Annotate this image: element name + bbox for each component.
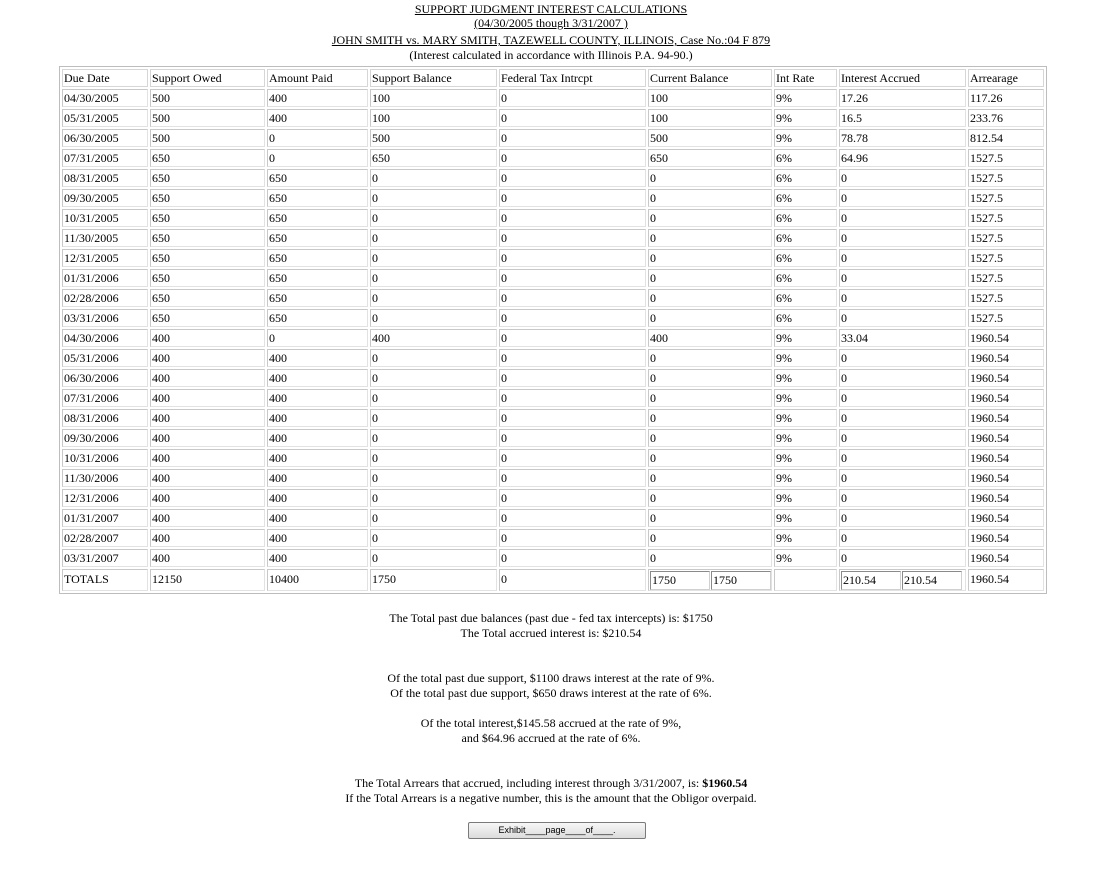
cell-amount-paid: 0 xyxy=(267,129,368,147)
cell-interest-accrued: 0 xyxy=(839,249,966,267)
cell-interest-accrued: 0 xyxy=(839,489,966,507)
cell-federal-tax-intercept: 0 xyxy=(499,549,646,567)
cell-due-date: 07/31/2005 xyxy=(62,149,148,167)
cell-current-balance: 0 xyxy=(648,349,772,367)
cell-federal-tax-intercept: 0 xyxy=(499,409,646,427)
cell-support-balance: 0 xyxy=(370,549,497,567)
cell-amount-paid: 650 xyxy=(267,209,368,227)
table-row xyxy=(62,129,1044,147)
cell-support-owed: 400 xyxy=(150,469,265,487)
cell-support-balance: 0 xyxy=(370,269,497,287)
cell-support-balance: 0 xyxy=(370,189,497,207)
cell-current-balance: 0 xyxy=(648,229,772,247)
table-row xyxy=(62,109,1044,127)
cell-federal-tax-intercept: 0 xyxy=(499,309,646,327)
cell-federal-tax-intercept: 0 xyxy=(499,109,646,127)
cell-due-date: 02/28/2007 xyxy=(62,529,148,547)
cell-amount-paid: 400 xyxy=(267,529,368,547)
cell-federal-tax-intercept: 0 xyxy=(499,209,646,227)
table-row xyxy=(62,409,1044,427)
cell-support-owed: 650 xyxy=(150,169,265,187)
cell-federal-tax-intercept: 0 xyxy=(499,489,646,507)
cell-int-rate: 9% xyxy=(774,369,837,387)
cell-int-rate: 9% xyxy=(774,349,837,367)
cell-amount-paid: 650 xyxy=(267,169,368,187)
cell-support-owed: 400 xyxy=(150,549,265,567)
total-current-balance xyxy=(648,569,772,591)
cell-arrearage: 1960.54 xyxy=(968,389,1044,407)
cell-support-owed: 400 xyxy=(150,329,265,347)
table-row xyxy=(62,549,1044,567)
table-row xyxy=(62,349,1044,367)
cell-int-rate: 9% xyxy=(774,129,837,147)
cell-support-balance: 0 xyxy=(370,529,497,547)
cell-support-owed: 650 xyxy=(150,309,265,327)
table-row xyxy=(62,209,1044,227)
interest-field-a[interactable]: 210.54 xyxy=(841,571,901,590)
cell-support-balance: 0 xyxy=(370,289,497,307)
cell-interest-accrued: 78.78 xyxy=(839,129,966,147)
cell-arrearage: 1960.54 xyxy=(968,369,1044,387)
table-row xyxy=(62,269,1044,287)
cell-due-date: 12/31/2005 xyxy=(62,249,148,267)
cell-amount-paid: 400 xyxy=(267,489,368,507)
col-header-support-owed: Support Owed xyxy=(150,69,265,87)
summary-past-due: The Total past due balances (past due - fed tax intercepts) is: $1750 xyxy=(389,611,713,625)
cell-support-balance: 0 xyxy=(370,449,497,467)
cell-amount-paid: 400 xyxy=(267,549,368,567)
summary-overpaid-note: If the Total Arrears is a negative number, this is the amount that the Obligor overpaid. xyxy=(345,791,757,805)
cell-current-balance: 0 xyxy=(648,249,772,267)
cell-arrearage: 1960.54 xyxy=(968,409,1044,427)
cell-support-balance: 0 xyxy=(370,249,497,267)
cell-int-rate: 9% xyxy=(774,409,837,427)
table-row xyxy=(62,189,1044,207)
cell-int-rate: 9% xyxy=(774,489,837,507)
cell-amount-paid: 0 xyxy=(267,149,368,167)
cell-due-date: 11/30/2005 xyxy=(62,229,148,247)
cell-support-balance: 0 xyxy=(370,229,497,247)
cell-support-owed: 650 xyxy=(150,229,265,247)
cell-int-rate: 9% xyxy=(774,329,837,347)
cell-current-balance: 0 xyxy=(648,449,772,467)
cell-support-owed: 400 xyxy=(150,409,265,427)
cell-int-rate: 9% xyxy=(774,389,837,407)
cell-support-balance: 400 xyxy=(370,329,497,347)
cell-support-owed: 400 xyxy=(150,429,265,447)
case-caption: JOHN SMITH vs. MARY SMITH, TAZEWELL COUNTY, ILLINOIS, Case No.:04 F 879 xyxy=(331,33,771,47)
cell-arrearage: 1527.5 xyxy=(968,289,1044,307)
total-support-balance: 1750 xyxy=(370,569,497,591)
table-row xyxy=(62,389,1044,407)
cell-interest-accrued: 0 xyxy=(839,509,966,527)
cell-arrearage: 117.26 xyxy=(968,89,1044,107)
cell-support-balance: 0 xyxy=(370,349,497,367)
cell-interest-accrued: 17.26 xyxy=(839,89,966,107)
table-row xyxy=(62,469,1044,487)
total-arrearage: 1960.54 xyxy=(968,569,1044,591)
totals-label: TOTALS xyxy=(62,569,148,591)
cell-int-rate: 6% xyxy=(774,249,837,267)
cell-interest-accrued: 0 xyxy=(839,449,966,467)
cell-int-rate: 6% xyxy=(774,309,837,327)
cell-int-rate: 6% xyxy=(774,209,837,227)
summary-support-6pct: Of the total past due support, $650 draws interest at the rate of 6%. xyxy=(390,686,712,700)
col-header-support-balance: Support Balance xyxy=(370,69,497,87)
cell-arrearage: 1527.5 xyxy=(968,169,1044,187)
cell-support-owed: 400 xyxy=(150,369,265,387)
total-amount-paid: 10400 xyxy=(267,569,368,591)
cell-interest-accrued: 0 xyxy=(839,429,966,447)
cell-federal-tax-intercept: 0 xyxy=(499,289,646,307)
cell-amount-paid: 400 xyxy=(267,369,368,387)
cell-interest-accrued: 0 xyxy=(839,409,966,427)
cell-interest-accrued: 0 xyxy=(839,229,966,247)
cell-int-rate: 9% xyxy=(774,89,837,107)
total-interest-accrued xyxy=(839,569,966,591)
cell-support-balance: 500 xyxy=(370,129,497,147)
cell-int-rate: 6% xyxy=(774,149,837,167)
cell-interest-accrued: 0 xyxy=(839,369,966,387)
cell-int-rate: 6% xyxy=(774,229,837,247)
total-federal-tax: 0 xyxy=(499,569,646,591)
cell-amount-paid: 400 xyxy=(267,469,368,487)
cell-current-balance: 100 xyxy=(648,109,772,127)
table-row xyxy=(62,329,1044,347)
cell-amount-paid: 400 xyxy=(267,409,368,427)
cell-due-date: 04/30/2006 xyxy=(62,329,148,347)
cell-current-balance: 0 xyxy=(648,169,772,187)
cell-support-balance: 0 xyxy=(370,389,497,407)
cell-due-date: 08/31/2005 xyxy=(62,169,148,187)
cell-support-owed: 500 xyxy=(150,109,265,127)
cell-support-owed: 400 xyxy=(150,449,265,467)
cell-current-balance: 0 xyxy=(648,289,772,307)
cell-int-rate: 9% xyxy=(774,469,837,487)
cell-interest-accrued: 0 xyxy=(839,549,966,567)
cell-support-balance: 0 xyxy=(370,309,497,327)
cell-federal-tax-intercept: 0 xyxy=(499,469,646,487)
cell-support-owed: 650 xyxy=(150,249,265,267)
col-header-amount-paid: Amount Paid xyxy=(267,69,368,87)
cell-support-owed: 400 xyxy=(150,349,265,367)
table-header-row xyxy=(62,69,1044,87)
cell-due-date: 10/31/2005 xyxy=(62,209,148,227)
table-row xyxy=(62,169,1044,187)
cell-int-rate: 9% xyxy=(774,529,837,547)
cell-due-date: 05/31/2005 xyxy=(62,109,148,127)
cell-current-balance: 0 xyxy=(648,509,772,527)
cell-interest-accrued: 64.96 xyxy=(839,149,966,167)
cell-due-date: 02/28/2006 xyxy=(62,289,148,307)
cell-current-balance: 0 xyxy=(648,369,772,387)
cell-amount-paid: 650 xyxy=(267,249,368,267)
cell-arrearage: 1527.5 xyxy=(968,149,1044,167)
cell-support-owed: 650 xyxy=(150,269,265,287)
cell-amount-paid: 400 xyxy=(267,389,368,407)
cell-federal-tax-intercept: 0 xyxy=(499,169,646,187)
cell-interest-accrued: 0 xyxy=(839,309,966,327)
cell-amount-paid: 400 xyxy=(267,509,368,527)
cell-due-date: 12/31/2006 xyxy=(62,489,148,507)
table-row xyxy=(62,289,1044,307)
table-row xyxy=(62,89,1044,107)
cell-current-balance: 0 xyxy=(648,409,772,427)
col-header-current-balance: Current Balance xyxy=(648,69,772,87)
cell-current-balance: 0 xyxy=(648,529,772,547)
cell-int-rate: 6% xyxy=(774,269,837,287)
exhibit-page-button[interactable]: Exhibit____page____of____. xyxy=(468,822,646,839)
cell-current-balance: 0 xyxy=(648,429,772,447)
cell-arrearage: 1960.54 xyxy=(968,549,1044,567)
cell-amount-paid: 400 xyxy=(267,109,368,127)
cell-due-date: 09/30/2006 xyxy=(62,429,148,447)
cell-arrearage: 1527.5 xyxy=(968,249,1044,267)
current-balance-field-a[interactable]: 1750 xyxy=(650,571,710,590)
cell-federal-tax-intercept: 0 xyxy=(499,509,646,527)
cell-interest-accrued: 33.04 xyxy=(839,329,966,347)
cell-support-balance: 0 xyxy=(370,509,497,527)
cell-federal-tax-intercept: 0 xyxy=(499,329,646,347)
summary-total-arrears xyxy=(0,776,1102,791)
cell-support-owed: 400 xyxy=(150,529,265,547)
cell-due-date: 01/31/2007 xyxy=(62,509,148,527)
table-row xyxy=(62,529,1044,547)
cell-federal-tax-intercept: 0 xyxy=(499,529,646,547)
cell-current-balance: 0 xyxy=(648,489,772,507)
cell-int-rate: 9% xyxy=(774,549,837,567)
total-arrears-text: The Total Arrears that accrued, including interest through 3/31/2007, is: xyxy=(354,776,703,790)
cell-support-balance: 0 xyxy=(370,429,497,447)
cell-support-balance: 650 xyxy=(370,149,497,167)
cell-arrearage: 1527.5 xyxy=(968,269,1044,287)
cell-federal-tax-intercept: 0 xyxy=(499,349,646,367)
cell-arrearage: 1960.54 xyxy=(968,509,1044,527)
cell-support-balance: 0 xyxy=(370,469,497,487)
cell-arrearage: 1527.5 xyxy=(968,189,1044,207)
cell-int-rate: 9% xyxy=(774,509,837,527)
cell-due-date: 03/31/2007 xyxy=(62,549,148,567)
cell-arrearage: 1527.5 xyxy=(968,309,1044,327)
cell-support-owed: 500 xyxy=(150,129,265,147)
cell-int-rate: 9% xyxy=(774,109,837,127)
col-header-federal-tax-intercept: Federal Tax Intrcpt xyxy=(499,69,646,87)
cell-amount-paid: 0 xyxy=(267,329,368,347)
total-int-rate xyxy=(774,569,837,591)
total-support-owed: 12150 xyxy=(150,569,265,591)
col-header-interest-accrued: Interest Accrued xyxy=(839,69,966,87)
total-arrears-amount: $1960.54 xyxy=(702,776,748,790)
table-row xyxy=(62,489,1044,507)
cell-amount-paid: 400 xyxy=(267,449,368,467)
cell-federal-tax-intercept: 0 xyxy=(499,269,646,287)
cell-current-balance: 650 xyxy=(648,149,772,167)
cell-federal-tax-intercept: 0 xyxy=(499,89,646,107)
cell-amount-paid: 400 xyxy=(267,349,368,367)
summary-interest-9pct: Of the total interest,$145.58 accrued at the rate of 9%, xyxy=(420,716,682,730)
cell-support-owed: 650 xyxy=(150,149,265,167)
cell-support-owed: 400 xyxy=(150,509,265,527)
cell-int-rate: 6% xyxy=(774,289,837,307)
cell-support-balance: 0 xyxy=(370,409,497,427)
cell-due-date: 09/30/2005 xyxy=(62,189,148,207)
table-row xyxy=(62,369,1044,387)
cell-amount-paid: 650 xyxy=(267,269,368,287)
cell-federal-tax-intercept: 0 xyxy=(499,229,646,247)
cell-current-balance: 500 xyxy=(648,129,772,147)
cell-int-rate: 6% xyxy=(774,189,837,207)
col-header-arrearage: Arrearage xyxy=(968,69,1044,87)
totals-row xyxy=(62,569,1044,591)
cell-arrearage: 1960.54 xyxy=(968,429,1044,447)
cell-due-date: 04/30/2005 xyxy=(62,89,148,107)
cell-federal-tax-intercept: 0 xyxy=(499,129,646,147)
cell-arrearage: 1527.5 xyxy=(968,229,1044,247)
cell-interest-accrued: 0 xyxy=(839,349,966,367)
cell-interest-accrued: 0 xyxy=(839,289,966,307)
table-row xyxy=(62,509,1044,527)
cell-support-owed: 650 xyxy=(150,209,265,227)
table-row xyxy=(62,309,1044,327)
cell-interest-accrued: 0 xyxy=(839,269,966,287)
cell-due-date: 05/31/2006 xyxy=(62,349,148,367)
cell-current-balance: 0 xyxy=(648,269,772,287)
table-row xyxy=(62,449,1044,467)
cell-support-balance: 0 xyxy=(370,169,497,187)
cell-support-balance: 0 xyxy=(370,489,497,507)
cell-support-owed: 400 xyxy=(150,389,265,407)
cell-support-owed: 650 xyxy=(150,189,265,207)
cell-arrearage: 812.54 xyxy=(968,129,1044,147)
cell-arrearage: 1960.54 xyxy=(968,329,1044,347)
cell-arrearage: 1960.54 xyxy=(968,449,1044,467)
cell-int-rate: 9% xyxy=(774,429,837,447)
cell-arrearage: 233.76 xyxy=(968,109,1044,127)
cell-amount-paid: 650 xyxy=(267,229,368,247)
cell-int-rate: 9% xyxy=(774,449,837,467)
col-header-due-date: Due Date xyxy=(62,69,148,87)
cell-current-balance: 0 xyxy=(648,469,772,487)
cell-current-balance: 0 xyxy=(648,389,772,407)
interest-table xyxy=(59,66,1047,594)
cell-support-owed: 400 xyxy=(150,489,265,507)
cell-support-owed: 650 xyxy=(150,289,265,307)
cell-federal-tax-intercept: 0 xyxy=(499,449,646,467)
table-row xyxy=(62,149,1044,167)
table-row xyxy=(62,429,1044,447)
cell-interest-accrued: 16.5 xyxy=(839,109,966,127)
cell-current-balance: 0 xyxy=(648,209,772,227)
cell-current-balance: 100 xyxy=(648,89,772,107)
cell-support-owed: 500 xyxy=(150,89,265,107)
cell-interest-accrued: 0 xyxy=(839,209,966,227)
current-balance-field-b[interactable]: 1750 xyxy=(711,571,771,590)
cell-interest-accrued: 0 xyxy=(839,469,966,487)
cell-federal-tax-intercept: 0 xyxy=(499,189,646,207)
cell-due-date: 11/30/2006 xyxy=(62,469,148,487)
cell-current-balance: 0 xyxy=(648,189,772,207)
document-title: SUPPORT JUDGMENT INTEREST CALCULATIONS xyxy=(414,2,688,16)
cell-amount-paid: 650 xyxy=(267,189,368,207)
cell-current-balance: 400 xyxy=(648,329,772,347)
cell-support-balance: 100 xyxy=(370,89,497,107)
cell-federal-tax-intercept: 0 xyxy=(499,429,646,447)
calculation-note: (Interest calculated in accordance with Illinois P.A. 94-90.) xyxy=(409,48,693,62)
cell-support-balance: 100 xyxy=(370,109,497,127)
cell-federal-tax-intercept: 0 xyxy=(499,249,646,267)
cell-federal-tax-intercept: 0 xyxy=(499,149,646,167)
cell-interest-accrued: 0 xyxy=(839,389,966,407)
cell-amount-paid: 400 xyxy=(267,89,368,107)
cell-due-date: 06/30/2006 xyxy=(62,369,148,387)
cell-due-date: 08/31/2006 xyxy=(62,409,148,427)
cell-amount-paid: 650 xyxy=(267,289,368,307)
summary-accrued-interest: The Total accrued interest is: $210.54 xyxy=(460,626,642,640)
cell-arrearage: 1960.54 xyxy=(968,489,1044,507)
cell-int-rate: 6% xyxy=(774,169,837,187)
cell-amount-paid: 650 xyxy=(267,309,368,327)
cell-due-date: 06/30/2005 xyxy=(62,129,148,147)
cell-arrearage: 1527.5 xyxy=(968,209,1044,227)
cell-due-date: 01/31/2006 xyxy=(62,269,148,287)
cell-current-balance: 0 xyxy=(648,309,772,327)
cell-due-date: 03/31/2006 xyxy=(62,309,148,327)
summary-interest-6pct: and $64.96 accrued at the rate of 6%. xyxy=(461,731,641,745)
cell-federal-tax-intercept: 0 xyxy=(499,369,646,387)
cell-arrearage: 1960.54 xyxy=(968,349,1044,367)
cell-arrearage: 1960.54 xyxy=(968,529,1044,547)
table-row xyxy=(62,249,1044,267)
cell-current-balance: 0 xyxy=(648,549,772,567)
cell-due-date: 07/31/2006 xyxy=(62,389,148,407)
date-range: (04/30/2005 though 3/31/2007 ) xyxy=(474,16,628,30)
cell-due-date: 10/31/2006 xyxy=(62,449,148,467)
col-header-int-rate: Int Rate xyxy=(774,69,837,87)
interest-field-b[interactable]: 210.54 xyxy=(902,571,962,590)
cell-interest-accrued: 0 xyxy=(839,189,966,207)
cell-amount-paid: 400 xyxy=(267,429,368,447)
cell-interest-accrued: 0 xyxy=(839,529,966,547)
cell-arrearage: 1960.54 xyxy=(968,469,1044,487)
cell-support-balance: 0 xyxy=(370,209,497,227)
cell-interest-accrued: 0 xyxy=(839,169,966,187)
summary-support-9pct: Of the total past due support, $1100 draws interest at the rate of 9%. xyxy=(387,671,715,685)
table-row xyxy=(62,229,1044,247)
cell-federal-tax-intercept: 0 xyxy=(499,389,646,407)
cell-support-balance: 0 xyxy=(370,369,497,387)
